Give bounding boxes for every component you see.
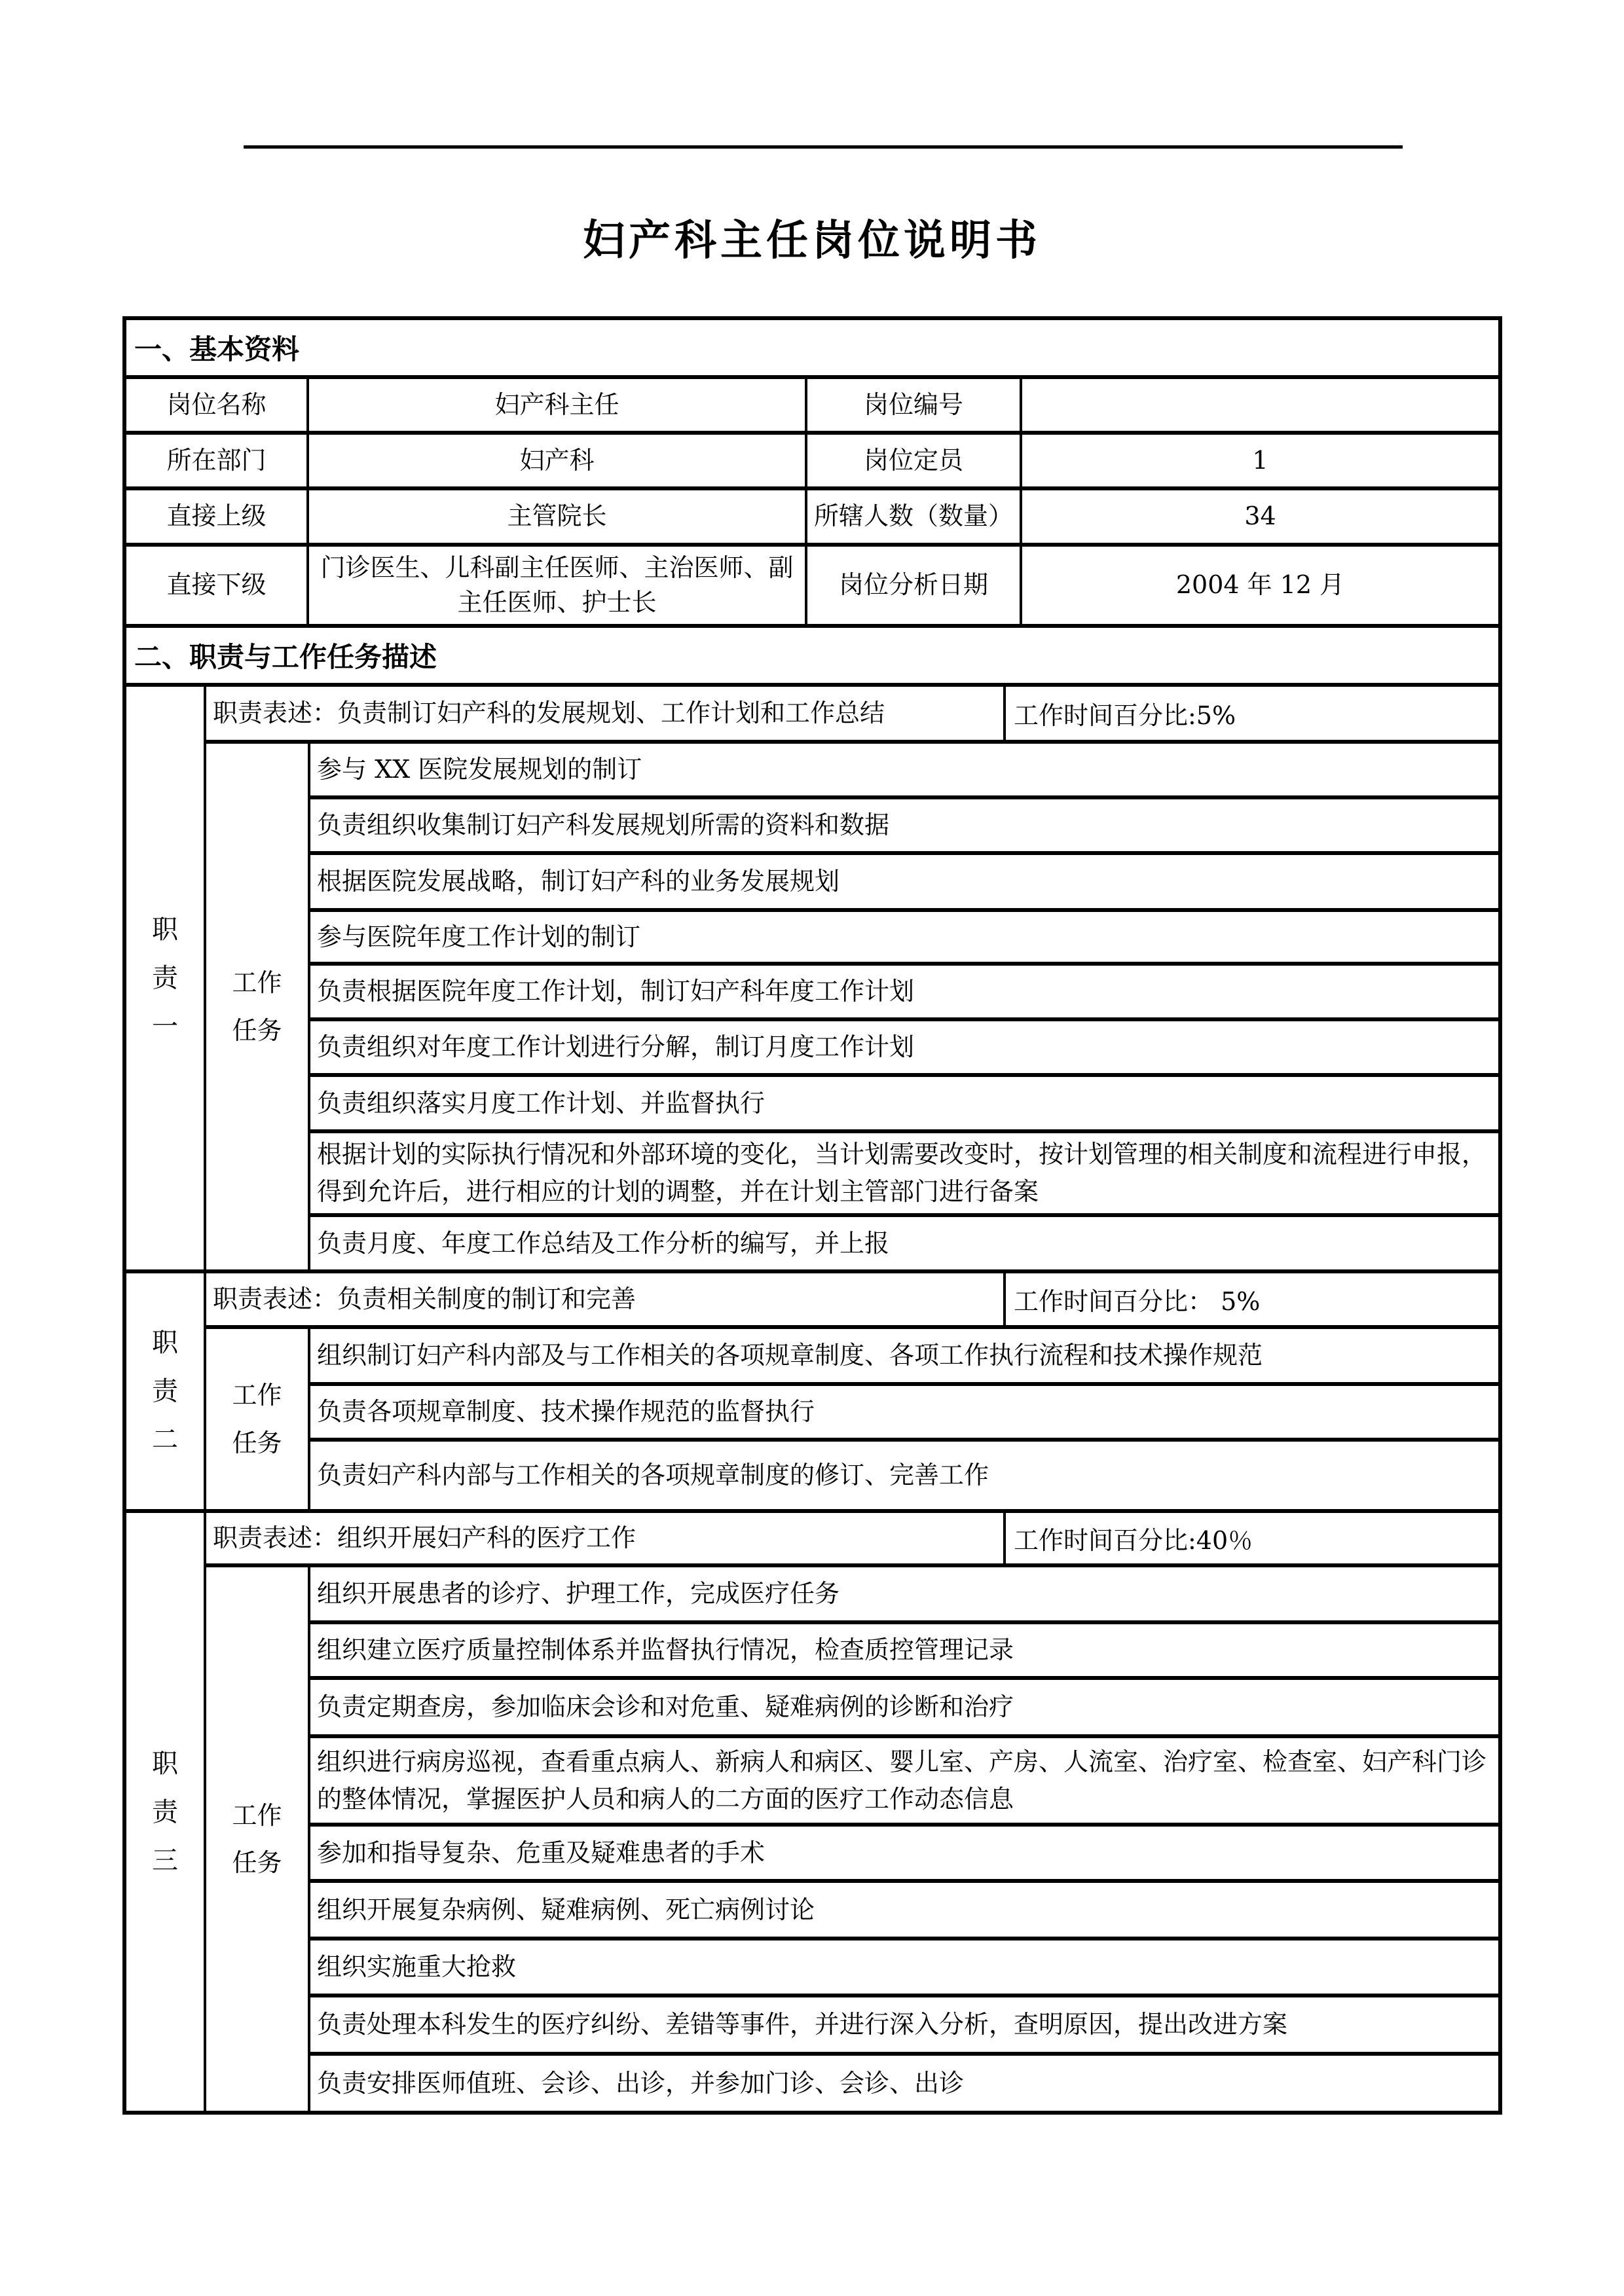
task-row: 组织开展患者的诊疗、护理工作，完成医疗任务 bbox=[310, 1567, 1498, 1624]
task-row: 负责安排医师值班、会诊、出诊，并参加门诊、会诊、出诊 bbox=[317, 2068, 965, 2098]
duty-description: 职责表述：组织开展妇产科的医疗工作 bbox=[206, 1513, 1006, 1563]
table-row bbox=[126, 490, 1498, 547]
duty-section-3 bbox=[126, 1513, 1498, 2111]
duty-tasks bbox=[206, 1567, 1498, 2111]
field-label: 所辖人数（数量） bbox=[807, 490, 1022, 543]
duty-section-2 bbox=[126, 1273, 1498, 1513]
task-list bbox=[310, 744, 1498, 1269]
field-value bbox=[1022, 379, 1498, 431]
table-row bbox=[126, 547, 1498, 628]
task-row: 参加和指导复杂、危重及疑难患者的手术 bbox=[310, 1827, 1498, 1883]
task-row: 负责根据医院年度工作计划，制订妇产科年度工作计划 bbox=[310, 966, 1498, 1021]
duty-time-percent: 工作时间百分比:40％ bbox=[1014, 1526, 1253, 1555]
table-row bbox=[126, 435, 1498, 490]
duty-label-text: 职责一 bbox=[152, 915, 178, 1042]
duty-label bbox=[126, 1273, 206, 1509]
task-list bbox=[310, 1329, 1498, 1509]
task-row: 负责各项规章制度、技术操作规范的监督执行 bbox=[310, 1386, 1498, 1442]
duty-tasks bbox=[206, 744, 1498, 1269]
duty-description: 职责表述：负责相关制度的制订和完善 bbox=[206, 1273, 1006, 1325]
duty-tasks bbox=[206, 1329, 1498, 1509]
task-row: 负责定期查房，参加临床会诊和对危重、疑难病例的诊断和治疗 bbox=[310, 1680, 1498, 1738]
task-row: 参与 XX 医院发展规划的制订 bbox=[310, 744, 1498, 799]
task-column-label-text: 工作任务 bbox=[232, 1381, 282, 1457]
task-row: 组织建立医疗质量控制体系并监督执行情况，检查质控管理记录 bbox=[310, 1624, 1498, 1680]
task-row: 组织实施重大抢救 bbox=[310, 1941, 1498, 1997]
field-label: 岗位分析日期 bbox=[807, 547, 1022, 624]
field-value: 主管院长 bbox=[309, 490, 807, 543]
task-list bbox=[310, 1567, 1498, 2111]
task-row: 组织开展复杂病例、疑难病例、死亡病例讨论 bbox=[310, 1883, 1498, 1941]
duty-description-row bbox=[206, 1513, 1498, 1567]
section-header-duties: 二、职责与工作任务描述 bbox=[126, 628, 1498, 687]
task-row: 负责妇产科内部与工作相关的各项规章制度的修订、完善工作 bbox=[317, 1461, 989, 1489]
task-column-label bbox=[206, 1567, 310, 2111]
duty-time-percent: 工作时间百分比:5% bbox=[1014, 701, 1236, 730]
task-row: 根据医院发展战略，制订妇产科的业务发展规划 bbox=[310, 855, 1498, 912]
field-value: 1 bbox=[1252, 445, 1268, 475]
duty-body bbox=[206, 687, 1498, 1269]
field-label: 直接下级 bbox=[126, 547, 309, 624]
task-row: 组织进行病房巡视，查看重点病人、新病人和病区、婴儿室、产房、人流室、治疗室、检查室、妇产科门诊的整体情况，掌握医护人员和病人的二方面的医疗工作动态信息 bbox=[310, 1738, 1498, 1827]
task-row: 负责处理本科发生的医疗纠纷、差错等事件，并进行深入分析，查明原因，提出改进方案 bbox=[310, 1997, 1498, 2056]
title-divider-rule bbox=[244, 145, 1403, 149]
task-row: 负责月度、年度工作总结及工作分析的编写，并上报 bbox=[317, 1228, 890, 1258]
field-value: 34 bbox=[1244, 501, 1276, 531]
duty-description: 职责表述：负责制订妇产科的发展规划、工作计划和工作总结 bbox=[206, 687, 1006, 740]
duty-label-text: 职责二 bbox=[152, 1328, 178, 1455]
duty-body bbox=[206, 1273, 1498, 1509]
duty-label-text: 职责三 bbox=[152, 1748, 178, 1876]
task-row: 负责组织对年度工作计划进行分解，制订月度工作计划 bbox=[310, 1021, 1498, 1077]
field-value: 门诊医生、儿科副主任医师、主治医师、副主任医师、护士长 bbox=[309, 547, 807, 624]
task-column-label bbox=[206, 744, 310, 1269]
duty-time-percent: 工作时间百分比： 5% bbox=[1014, 1287, 1261, 1316]
task-row: 负责组织落实月度工作计划、并监督执行 bbox=[310, 1077, 1498, 1133]
field-label: 直接上级 bbox=[126, 490, 309, 543]
section-header-basic-info: 一、基本资料 bbox=[126, 320, 1498, 379]
field-value: 2004 年 12 月 bbox=[1175, 570, 1345, 600]
duty-description-row bbox=[206, 687, 1498, 744]
task-row: 根据计划的实际执行情况和外部环境的变化，当计划需要改变时，按计划管理的相关制度和流程进行申报，得到允许后，进行相应的计划的调整，并在计划主管部门进行备案 bbox=[310, 1133, 1498, 1217]
duty-label bbox=[126, 1513, 206, 2111]
page-title: 妇产科主任岗位说明书 bbox=[583, 216, 1041, 265]
task-column-label bbox=[206, 1329, 310, 1509]
task-column-label-text: 工作任务 bbox=[232, 968, 282, 1045]
task-column-label-text: 工作任务 bbox=[232, 1800, 282, 1877]
job-description-table bbox=[122, 316, 1502, 2115]
duty-section-1 bbox=[126, 687, 1498, 1273]
duty-description-row bbox=[206, 1273, 1498, 1329]
field-label: 岗位名称 bbox=[126, 379, 309, 431]
field-value: 妇产科主任 bbox=[309, 379, 807, 431]
field-label: 岗位定员 bbox=[807, 435, 1022, 486]
task-row: 负责组织收集制订妇产科发展规划所需的资料和数据 bbox=[310, 799, 1498, 855]
task-row: 参与医院年度工作计划的制订 bbox=[310, 912, 1498, 966]
duty-body bbox=[206, 1513, 1498, 2111]
field-label: 所在部门 bbox=[126, 435, 309, 486]
field-label: 岗位编号 bbox=[807, 379, 1022, 431]
task-row: 组织制订妇产科内部及与工作相关的各项规章制度、各项工作执行流程和技术操作规范 bbox=[310, 1329, 1498, 1386]
table-row bbox=[126, 379, 1498, 435]
duty-label bbox=[126, 687, 206, 1269]
field-value: 妇产科 bbox=[309, 435, 807, 486]
